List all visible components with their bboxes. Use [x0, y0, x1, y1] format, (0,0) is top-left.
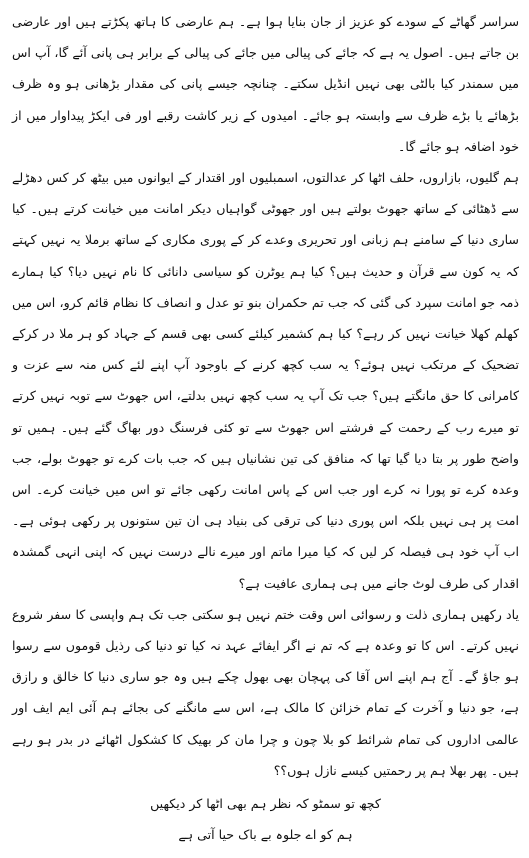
paragraph-main: ہم گلیوں، بازاروں، حلف اٹھا کر عدالتوں، اسمبلیوں اور اقتدار کے ایوانوں میں بیٹھ کر کس دھڑلے سے ڈھٹائی کے ساتھ جھوٹ بولتے ہیں اور جھوٹی گواہیاں دیکر امانت میں خیانت کرتے ہیں۔ کیا ساری دنیا کے سامنے ہم زبانی اور تحریری وعدے کر کے پوری مکاری کے ساتھ برملا یہ نہیں کہتے کہ یہ کون سے قرآن و حدیث ہیں؟ کیا ہم یوٹرن کو سیاسی دانائی کا نام نہیں دیا؟ کیا ہمارے ذمہ جو امانت سپرد کی گئی کہ جب تم حکمران بنو تو عدل و انصاف کا نظام قائم کرو، اس میں کھلم کھلا خیانت نہیں کر رہے؟ کیا ہم کشمیر کیلئے کسی بھی قسم کے جہاد کو ہر ملا در کرکے تضحیک کے مرتکب نہیں ہوئے؟ یہ سب کچھ کرنے کے باوجود آپ اپنے لئے کس منہ سے عزت و کامرانی کا حق مانگتے ہیں؟ جب تک آپ یہ سب کچھ نہیں بدلتے، اس جھوٹ سے توبہ نہیں کرتے تو میرے رب کے رحمت کے فرشتے اس جھوٹ سے تو کئی فرسنگ دور بھاگ گئے ہیں۔ ہمیں تو واضح طور پر بتا دیا گیا تھا کہ منافق کی تین نشانیاں ہیں کہ جب بات کرے تو جھوٹ بولے، جب وعدہ کرے تو پورا نہ کرے اور جب اس کے پاس امانت رکھی جائے تو اس میں خیانت کرے۔ اس امت پر ہی نہیں بلکہ اس پوری دنیا کی ترقی کی بنیاد ہی ان تین ستونوں پر رکھی ہوئی ہے۔ اب آپ خود ہی فیصلہ کر لیں کہ کیا میرا ماتم اور میرے نالے درست نہیں کہ اپنی انہی گمشدہ اقدار کی طرف لوٹ جانے میں ہی ہماری عافیت ہے؟ — [12, 170, 519, 591]
paragraph-intro: سراسر گھاٹے کے سودے کو عزیز از جان بنایا ہوا ہے۔ ہم عارضی کا ہاتھ پکڑتے ہیں اور عارضی بن جاتے ہیں۔ اصول یہ ہے کہ جائے کی پیالی میں جائے کی پیالی کے برابر ہی پانی آئے گا، آپ اس میں سمندر کیا بالٹی بھی نہیں انڈیل سکتے۔ چنانچہ جیسے پانی کی مقدار بڑھانی ہو وہ ظرف بڑھائے یا بڑے ظرف سے وابستہ ہو جائے۔ امیدوں کے زیر کاشت رقبے اور فی ایکڑ پیداوار میں از خود اضافہ ہو جائے گا۔ — [12, 14, 519, 154]
paragraph-conclusion: یاد رکھیں ہماری ذلت و رسوائی اس وقت ختم نہیں ہو سکتی جب تک ہم واپسی کا سفر شروع نہیں کرتے۔ اس کا تو وعدہ ہے کہ تم نے اگر ایفائے عہد نہ کیا تو دنیا کی رذیل قوموں سے رسوا ہو جاؤ گے۔ آج ہم اپنے اس آقا کی پہچان بھی بھول چکے ہیں وہ جو ساری دنیا کا خالق و رازق ہے، جو دنیا و آخرت کے تمام خزائن کا مالک ہے، اس سے مانگنے کی بجائے ہم آئی ایم ایف اور عالمی اداروں کی تمام شرائط کو بلا چون و چرا مان کر بھیک کا کشکول اٹھائے در بدر ہو رہے ہیں۔ پھر بھلا ہم پر رحمتیں کیسے نازل ہوں؟؟ — [12, 606, 519, 778]
closing-couplet — [12, 788, 519, 850]
couplet-line-2: ہم کو اے جلوہ بے باک حیا آتی ہے — [178, 827, 353, 843]
couplet-line-1: کچھ تو سمٹو کہ نظر ہم بھی اٹھا کر دیکھیں — [150, 796, 381, 812]
